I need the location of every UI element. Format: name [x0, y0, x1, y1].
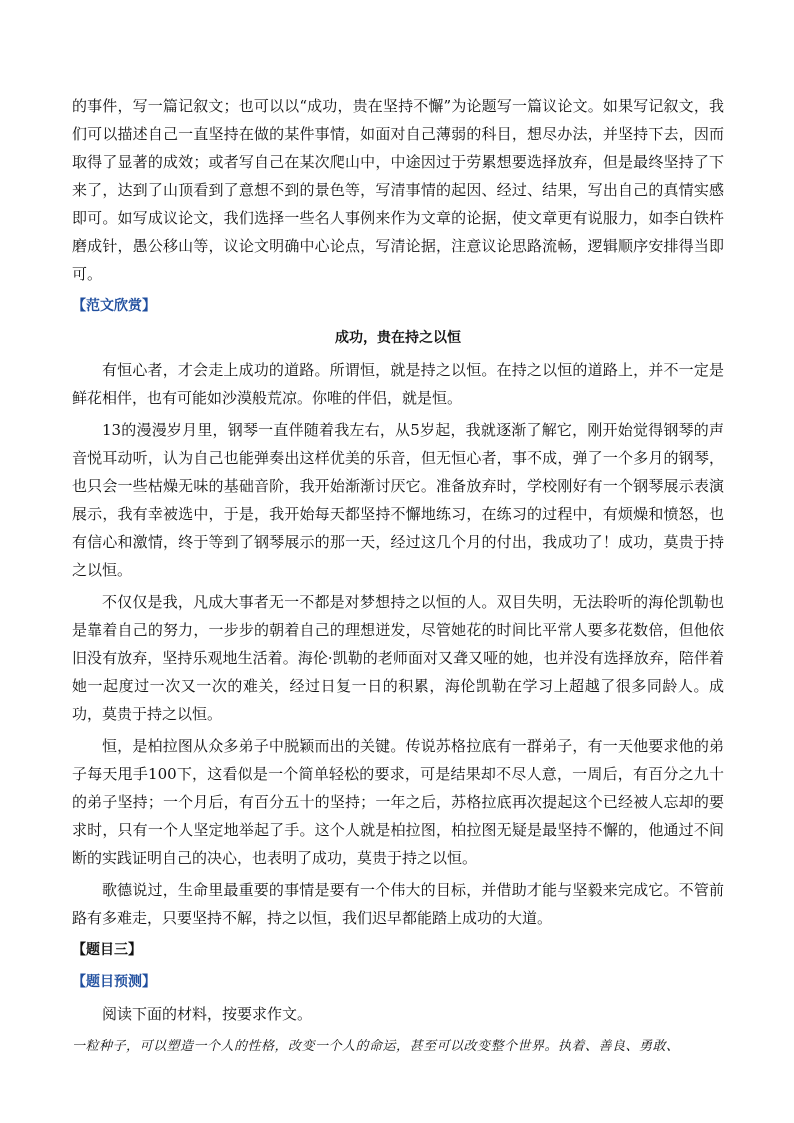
material-text: 一粒种子，可以塑造一个人的性格，改变一个人的命运，甚至可以改变整个世界。执着、善良、勇敢、	[72, 1039, 680, 1054]
document-page	[72, 92, 724, 1062]
essay-paragraph: 不仅仅是我，凡成大事者无一不都是对梦想持之以恒的人。双目失明，无法聆听的海伦凯勒也是靠着自己的努力，一步步的朝着自己的理想迸发，尽管她花的时间比平常人要多花数倍，但他依旧没有放弃，坚持乐观地生活着。海伦·凯勒的老师面对又聋又哑的她，也并没有选择放弃，陪伴着她一起度过一次又一次的难关，经过日复一日的积累，海伦凯勒在学习上超越了很多同龄人。成功，莫贵于持之以恒。	[72, 593, 724, 723]
essay-title: 成功，贵在持之以恒	[335, 330, 461, 346]
section-heading-prediction: 【题目预测】	[72, 974, 156, 990]
instruction-text: 阅读下面的材料，按要求作文。	[102, 1005, 313, 1023]
section-heading-appreciation: 【范文欣赏】	[72, 298, 156, 314]
essay-paragraph: 有恒心者，才会走上成功的道路。所谓恒，就是持之以恒。在持之以恒的道路上，并不一定是鲜花相伴，也有可能如沙漠般荒凉。你唯的伴侣，就是恒。	[72, 361, 724, 407]
essay-body	[72, 356, 724, 932]
essay-paragraph: 歌德说过，生命里最重要的事情是要有一个伟大的目标，并借助才能与坚毅来完成它。不管前路有多难走，只要坚持不解，持之以恒，我们迟早都能踏上成功的大道。	[72, 881, 724, 927]
section-heading-question3: 【题目三】	[72, 942, 142, 958]
essay-paragraph: 13的漫漫岁月里，钢琴一直伴随着我左右，从5岁起，我就逐渐了解它，刚开始觉得钢琴的声音悦耳动听，认为自己也能弹奏出这样优美的乐音，但无恒心者，事不成，弹了一个多月的钢琴，也只会一些枯燥无味的基础音阶，我开始渐渐讨厌它。准备放弃时，学校刚好有一个钢琴展示表演展示，我有幸被选中，于是，我开始每天都坚持不懈地练习，在练习的过程中，有烦燥和愤怒，也有信心和激情，终于等到了钢琴展示的那一天，经过这几个月的付出，我成功了！成功，莫贵于持之以恒。	[72, 421, 724, 579]
essay-paragraph: 恒，是柏拉图从众多弟子中脱颖而出的关键。传说苏格拉底有一群弟子，有一天他要求他的弟子每天甩手100下，这看似是一个简单轻松的要求，可是结果却不尽人意，一周后，有百分之九十的弟子坚持；一个月后，有百分五十的坚持；一年之后，苏格拉底再次提起这个已经被人忘却的要求时，只有一个人坚定地举起了手。这个人就是柏拉图，柏拉图无疑是最坚持不懈的，他通过不间断的实践证明自己的决心，也表明了成功，莫贵于持之以恒。	[72, 737, 724, 867]
intro-paragraph: 的事件，写一篇记叙文；也可以以“成功，贵在坚持不懈”为论题写一篇议论文。如果写记叙文，我们可以描述自己一直坚持在做的某件事情，如面对自己薄弱的科目，想尽办法，并坚持下去，因而取得了显著的成效；或者写自己在某次爬山中，中途因过于劳累想要选择放弃，但是最终坚持了下来了，达到了山顶看到了意想不到的景色等，写清事情的起因、经过、结果，写出自己的真情实感即可。如写成议论文，我们选择一些名人事例来作为文章的论据，使文章更有说服力，如李白铁杵磨成针，愚公移山等，议论文明确中心论点，写清论据，注意议论思路流畅，逻辑顺序安排得当即可。	[72, 97, 724, 283]
